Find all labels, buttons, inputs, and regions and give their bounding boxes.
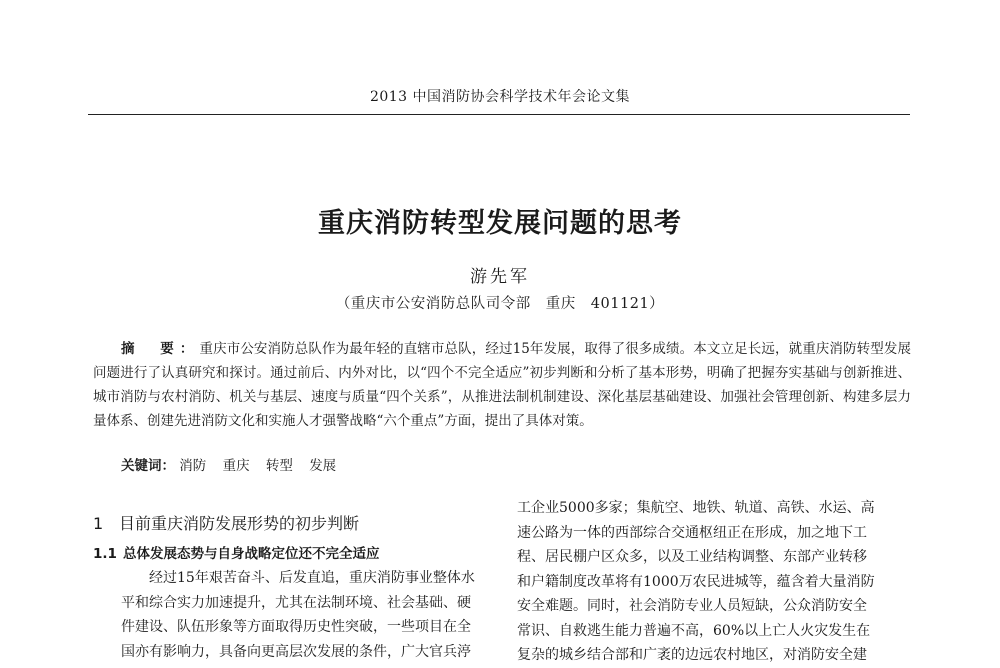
text-line: 和户籍制度改革将有1000万农民进城等，蕴含着大量消防 — [517, 573, 875, 590]
paper-title: 重庆消防转型发展问题的思考 — [318, 208, 682, 239]
left-column — [93, 508, 491, 664]
section-number: 1 — [93, 514, 104, 533]
text-line: 程、居民棚户区众多，以及工业结构调整、东部产业转移 — [517, 549, 867, 565]
text-line: 平和综合实力加速提升，尤其在法制环境、社会基础、硬 — [121, 594, 471, 611]
keyword: 重庆 — [222, 458, 250, 474]
subsection-title: 总体发展态势与自身战略定位还不完全适应 — [123, 546, 380, 562]
author-affiliation: （重庆市公安消防总队司令部 重庆 401121） — [335, 296, 665, 312]
keyword: 转型 — [265, 458, 293, 474]
text-line: 工企业5000多家；集航空、地铁、轨道、高铁、水运、高 — [517, 500, 875, 516]
text-line: 安全难题。同时，社会消防专业人员短缺，公众消防安全 — [517, 598, 867, 614]
abstract — [93, 337, 911, 433]
running-header: 2013 中国消防协会科学技术年会论文集 — [369, 89, 631, 105]
author-name: 游先军 — [470, 267, 530, 287]
text-line: 经过15年艰苦奋斗、后发直追，重庆消防事业整体水 — [149, 570, 475, 586]
text-line: 常识、自救逃生能力普遍不高，60%以上亡人火灾发生在 — [517, 622, 871, 639]
subsection-number: 1.1 — [93, 546, 117, 562]
abstract-text: 重庆市公安消防总队作为最年轻的直辖市总队，经过15年发展，取得了很多成绩。本文立足长远，就重庆消防转型发展问题进行了认真研究和探讨。通过前后、内外对比，以“四个不完全适应”初步判断和分析了基本形势，明确了把握夯实基础与创新推进、城市消防与农村消防、机关与基层、速度与质量“四个关系”，从推进法制机制建设、深化基层基础建设、加强社会管理创新、构建多层力量体系、创建先进消防文化和实施人才强警战略“六个重点”方面，提出了具体对策。 — [93, 341, 911, 429]
header-rule — [88, 114, 910, 115]
text-line: 件建设、队伍形象等方面取得历史性突破，一些项目在全 — [121, 619, 471, 635]
text-line: 国亦有影响力，具备向更高层次发展的条件，广大官兵渟 — [121, 643, 471, 660]
text-line: 复杂的城乡结合部和广袤的边远农村地区，对消防安全建 — [517, 647, 867, 663]
subsection-heading — [93, 544, 491, 566]
text-line: 速公路为一体的西部综合交通枢纽正在形成，加之地下工 — [517, 524, 867, 541]
keywords-label: 关键词： — [121, 458, 175, 474]
section-title: 目前重庆消防发展形势的初步判断 — [119, 514, 360, 533]
right-body-paragraph — [517, 496, 911, 668]
section-heading — [93, 512, 491, 544]
keywords — [121, 454, 901, 478]
right-column — [517, 496, 911, 668]
left-body-paragraph — [93, 566, 491, 664]
keyword: 发展 — [309, 458, 337, 474]
abstract-label: 摘 要： — [121, 341, 200, 357]
keyword: 消防 — [179, 458, 207, 474]
